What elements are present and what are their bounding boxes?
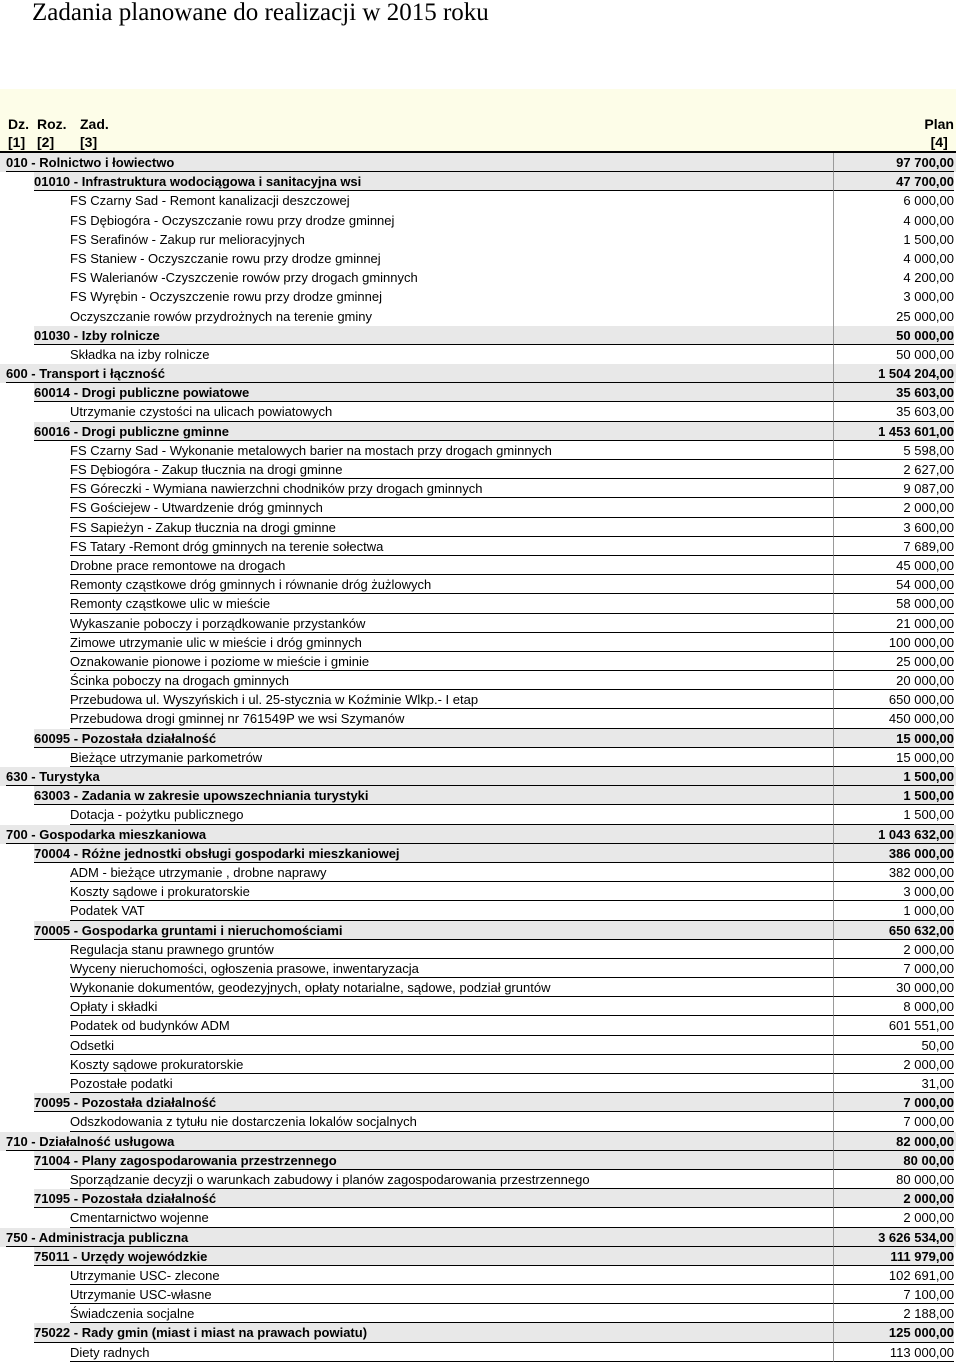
- row-amount: 15 000,00: [833, 748, 954, 767]
- header-zad: [80, 115, 109, 151]
- task-row: [0, 997, 956, 1016]
- row-name: FS Gościejew - Utwardzenie dróg gminnych: [70, 498, 834, 517]
- row-name: 010 - Rolnictwo i łowiectwo: [6, 153, 834, 172]
- row-name: FS Dębiogóra - Oczyszczanie rowu przy drodze gminnej: [70, 212, 395, 228]
- row-amount: 2 000,00: [833, 940, 954, 959]
- budget-table: [0, 89, 956, 1362]
- row-name: Regulacja stanu prawnego gruntów: [70, 940, 834, 959]
- row-amount: 7 100,00: [833, 1285, 954, 1304]
- row-name: Ścinka poboczy na drogach gminnych: [70, 671, 834, 690]
- row-amount: 35 603,00: [833, 402, 954, 421]
- row-amount: 25 000,00: [833, 652, 954, 671]
- chapter-row: [0, 786, 956, 805]
- row-amount: 2 627,00: [833, 460, 954, 479]
- row-name: Odsetki: [70, 1036, 834, 1055]
- row-name: 01010 - Infrastruktura wodociągowa i sanitacyjna wsi: [34, 172, 834, 191]
- row-amount: 30 000,00: [833, 978, 954, 997]
- row-amount: 47 700,00: [833, 172, 954, 191]
- section-row: [0, 153, 956, 172]
- chapter-row: [0, 1151, 956, 1170]
- chapter-row: [0, 729, 956, 748]
- row-amount: 382 000,00: [833, 863, 954, 882]
- row-amount: 1 000,00: [833, 901, 954, 920]
- row-amount: 58 000,00: [833, 594, 954, 613]
- row-amount: 82 000,00: [833, 1132, 954, 1151]
- task-row: [0, 191, 956, 210]
- task-row: [0, 652, 956, 671]
- row-amount: 7 000,00: [833, 1112, 954, 1131]
- task-row: [0, 1055, 956, 1074]
- task-row: [0, 1170, 956, 1189]
- row-amount: 450 000,00: [833, 709, 954, 728]
- row-name: Remonty cząstkowe dróg gminnych i równanie dróg żużlowych: [70, 575, 834, 594]
- task-row: [0, 249, 956, 268]
- row-amount: 100 000,00: [833, 633, 954, 652]
- table-header: [0, 89, 956, 153]
- section-row: [0, 1132, 956, 1151]
- row-name: 01030 - Izby rolnicze: [34, 326, 834, 345]
- task-row: [0, 1016, 956, 1035]
- row-amount: 80 000,00: [833, 1170, 954, 1189]
- page-title: Zadania planowane do realizacji w 2015 roku: [32, 0, 489, 26]
- task-row: [0, 940, 956, 959]
- row-amount: 1 500,00: [833, 767, 954, 786]
- row-name: Wykaszanie poboczy i porządkowanie przystanków: [70, 614, 834, 633]
- chapter-row: [0, 1189, 956, 1208]
- row-amount: 1 453 601,00: [833, 422, 954, 441]
- header-zad-number: [3]: [80, 134, 98, 150]
- row-name: 700 - Gospodarka mieszkaniowa: [6, 825, 834, 844]
- row-name: FS Czarny Sad - Remont kanalizacji deszczowej: [70, 193, 350, 209]
- chapter-row: [0, 1093, 956, 1112]
- task-row: [0, 460, 956, 479]
- row-name: 71095 - Pozostała działalność: [34, 1189, 834, 1208]
- task-row: [0, 959, 956, 978]
- row-name: ADM - bieżące utrzymanie , drobne naprawy: [70, 863, 834, 882]
- task-row: [0, 1285, 956, 1304]
- row-name: Wyceny nieruchomości, ogłoszenia prasowe, inwentaryzacja: [70, 959, 834, 978]
- row-amount: 15 000,00: [833, 729, 954, 748]
- header-roz-number: [2]: [37, 134, 55, 150]
- header-roz-label: Roz.: [37, 116, 67, 132]
- header-plan-label: Plan: [924, 116, 954, 132]
- row-amount: 125 000,00: [833, 1323, 954, 1342]
- row-amount: 111 979,00: [833, 1247, 954, 1266]
- task-row: [0, 211, 956, 230]
- task-row: [0, 882, 956, 901]
- row-name: FS Czarny Sad - Wykonanie metalowych barier na mostach przy drogach gminnych: [70, 441, 834, 460]
- task-row: [0, 709, 956, 728]
- task-row: [0, 805, 956, 824]
- row-name: Wykonanie dokumentów, geodezyjnych, opłaty notarialne, sądowe, podział gruntów: [70, 978, 834, 997]
- header-dz-number: [1]: [8, 134, 26, 150]
- row-amount: 80 00,00: [833, 1151, 954, 1170]
- row-name: Podatek VAT: [70, 901, 834, 920]
- row-amount: 2 188,00: [833, 1304, 954, 1323]
- task-row: [0, 287, 956, 306]
- row-amount: 2 000,00: [833, 1208, 954, 1227]
- row-name: Remonty cząstkowe ulic w mieście: [70, 594, 834, 613]
- task-row: [0, 594, 956, 613]
- section-row: [0, 825, 956, 844]
- task-row: [0, 1036, 956, 1055]
- task-row: [0, 1208, 956, 1227]
- row-amount: 2 000,00: [833, 1189, 954, 1208]
- row-name: Bieżące utrzymanie parkometrów: [70, 748, 834, 767]
- row-amount: 3 000,00: [833, 882, 954, 901]
- row-amount: 20 000,00: [833, 671, 954, 690]
- row-amount: 3 000,00: [833, 287, 954, 306]
- row-name: Sporządzanie decyzji o warunkach zabudowy i planów zagospodarowania przestrzennego: [70, 1170, 834, 1189]
- task-row: [0, 498, 956, 517]
- header-dz: [8, 115, 29, 151]
- row-name: Odszkodowania z tytułu nie dostarczenia lokalów socjalnych: [70, 1112, 834, 1131]
- task-row: [0, 1266, 956, 1285]
- row-amount: 50 000,00: [833, 345, 954, 364]
- header-plan-number: [4]: [930, 134, 948, 150]
- task-row: [0, 1343, 956, 1362]
- row-amount: 1 504 204,00: [833, 364, 954, 383]
- task-row: [0, 230, 956, 249]
- row-name: Oczyszczanie rowów przydrożnych na terenie gminy: [70, 308, 373, 324]
- chapter-row: [0, 1247, 956, 1266]
- row-name: 750 - Administracja publiczna: [6, 1228, 834, 1247]
- row-name: Utrzymanie czystości na ulicach powiatowych: [70, 402, 834, 421]
- row-name: Diety radnych: [70, 1343, 834, 1362]
- row-name: Świadczenia socjalne: [70, 1304, 834, 1323]
- row-name: 70005 - Gospodarka gruntami i nieruchomościami: [34, 921, 834, 940]
- row-amount: 4 000,00: [833, 211, 954, 230]
- row-name: 75022 - Rady gmin (miast i miast na prawach powiatu): [34, 1323, 834, 1342]
- row-amount: 7 000,00: [833, 1093, 954, 1112]
- row-name: Koszty sądowe i prokuratorskie: [70, 882, 834, 901]
- task-row: [0, 556, 956, 575]
- task-row: [0, 268, 956, 287]
- row-name: Utrzymanie USC- zlecone: [70, 1266, 834, 1285]
- task-row: [0, 575, 956, 594]
- row-name: FS Staniew - Oczyszczanie rowu przy drodze gminnej: [70, 250, 381, 266]
- row-name: 60095 - Pozostała działalność: [34, 729, 834, 748]
- task-row: [0, 863, 956, 882]
- row-name: 70095 - Pozostała działalność: [34, 1093, 834, 1112]
- row-amount: 102 691,00: [833, 1266, 954, 1285]
- section-row: [0, 767, 956, 786]
- row-name: Oznakowanie pionowe i poziome w mieście i gminie: [70, 652, 834, 671]
- task-row: [0, 537, 956, 556]
- row-name: Dotacja - pożytku publicznego: [70, 805, 834, 824]
- row-amount: 50,00: [833, 1036, 954, 1055]
- row-name: FS Wyrębin - Oczyszczenie rowu przy drodze gminnej: [70, 289, 382, 305]
- task-row: [0, 518, 956, 537]
- row-name: FS Góreczki - Wymiana nawierzchni chodników przy drogach gminnych: [70, 479, 834, 498]
- row-amount: 1 500,00: [833, 805, 954, 824]
- row-name: 710 - Działalność usługowa: [6, 1132, 834, 1151]
- row-amount: 601 551,00: [833, 1016, 954, 1035]
- row-amount: 5 598,00: [833, 441, 954, 460]
- row-amount: 6 000,00: [833, 191, 954, 210]
- task-row: [0, 345, 956, 364]
- row-name: Opłaty i składki: [70, 997, 834, 1016]
- task-row: [0, 441, 956, 460]
- row-amount: 35 603,00: [833, 383, 954, 402]
- row-name: Cmentarnictwo wojenne: [70, 1208, 834, 1227]
- row-name: 600 - Transport i łączność: [6, 364, 834, 383]
- row-amount: 386 000,00: [833, 844, 954, 863]
- chapter-row: [0, 383, 956, 402]
- chapter-row: [0, 1323, 956, 1342]
- chapter-row: [0, 422, 956, 441]
- header-plan: [924, 115, 954, 151]
- task-row: [0, 1304, 956, 1323]
- row-amount: 2 000,00: [833, 498, 954, 517]
- task-row: [0, 307, 956, 326]
- header-zad-label: Zad.: [80, 116, 109, 132]
- row-name: FS Serafinów - Zakup rur melioracyjnych: [70, 231, 305, 247]
- task-row: [0, 479, 956, 498]
- row-amount: 21 000,00: [833, 614, 954, 633]
- task-row: [0, 671, 956, 690]
- task-row: [0, 402, 956, 421]
- chapter-row: [0, 172, 956, 191]
- chapter-row: [0, 921, 956, 940]
- row-amount: 45 000,00: [833, 556, 954, 575]
- row-name: Utrzymanie USC-własne: [70, 1285, 834, 1304]
- task-row: [0, 1074, 956, 1093]
- row-amount: 650 000,00: [833, 690, 954, 709]
- chapter-row: [0, 844, 956, 863]
- row-amount: 25 000,00: [833, 307, 954, 326]
- row-amount: 113 000,00: [833, 1343, 954, 1362]
- row-name: 70004 - Różne jednostki obsługi gospodarki mieszkaniowej: [34, 844, 834, 863]
- row-amount: 4 000,00: [833, 249, 954, 268]
- row-amount: 8 000,00: [833, 997, 954, 1016]
- row-amount: 1 500,00: [833, 786, 954, 805]
- section-row: [0, 364, 956, 383]
- row-name: 75011 - Urzędy wojewódzkie: [34, 1247, 834, 1266]
- row-name: Zimowe utrzymanie ulic w mieście i dróg gminnych: [70, 633, 834, 652]
- row-name: FS Sapieżyn - Zakup tłucznia na drogi gminne: [70, 518, 834, 537]
- row-name: 71004 - Plany zagospodarowania przestrzennego: [34, 1151, 834, 1170]
- header-dz-label: Dz.: [8, 116, 29, 132]
- row-amount: 97 700,00: [833, 153, 954, 172]
- row-name: Przebudowa drogi gminnej nr 761549P we wsi Szymanów: [70, 709, 834, 728]
- row-amount: 31,00: [833, 1074, 954, 1093]
- row-name: 60016 - Drogi publiczne gminne: [34, 422, 834, 441]
- task-row: [0, 748, 956, 767]
- table-body: [0, 153, 956, 1362]
- row-amount: 3 600,00: [833, 518, 954, 537]
- row-amount: 7 689,00: [833, 537, 954, 556]
- row-name: FS Walerianów -Czyszczenie rowów przy drogach gminnych: [70, 270, 418, 286]
- row-name: Przebudowa ul. Wyszyńskich i ul. 25-stycznia w Koźminie Wlkp.- I etap: [70, 690, 834, 709]
- row-name: Koszty sądowe prokuratorskie: [70, 1055, 834, 1074]
- row-amount: 9 087,00: [833, 479, 954, 498]
- task-row: [0, 633, 956, 652]
- row-name: Drobne prace remontowe na drogach: [70, 556, 834, 575]
- chapter-row: [0, 326, 956, 345]
- header-roz: [37, 115, 67, 151]
- row-name: 630 - Turystyka: [6, 767, 834, 786]
- row-amount: 1 500,00: [833, 230, 954, 249]
- row-amount: 4 200,00: [833, 268, 954, 287]
- row-amount: 650 632,00: [833, 921, 954, 940]
- row-name: 60014 - Drogi publiczne powiatowe: [34, 383, 834, 402]
- row-amount: 50 000,00: [833, 326, 954, 345]
- task-row: [0, 978, 956, 997]
- section-row: [0, 1228, 956, 1247]
- row-name: Składka na izby rolnicze: [70, 346, 210, 362]
- task-row: [0, 901, 956, 920]
- row-amount: 54 000,00: [833, 575, 954, 594]
- row-amount: 7 000,00: [833, 959, 954, 978]
- task-row: [0, 690, 956, 709]
- row-amount: 3 626 534,00: [833, 1228, 954, 1247]
- row-name: FS Dębiogóra - Zakup tłucznia na drogi gminne: [70, 460, 834, 479]
- row-name: FS Tatary -Remont dróg gminnych na terenie sołectwa: [70, 537, 834, 556]
- row-name: Pozostałe podatki: [70, 1074, 834, 1093]
- row-name: Podatek od budynków ADM: [70, 1016, 834, 1035]
- task-row: [0, 614, 956, 633]
- row-amount: 2 000,00: [833, 1055, 954, 1074]
- task-row: [0, 1112, 956, 1131]
- row-name: 63003 - Zadania w zakresie upowszechniania turystyki: [34, 786, 834, 805]
- row-amount: 1 043 632,00: [833, 825, 954, 844]
